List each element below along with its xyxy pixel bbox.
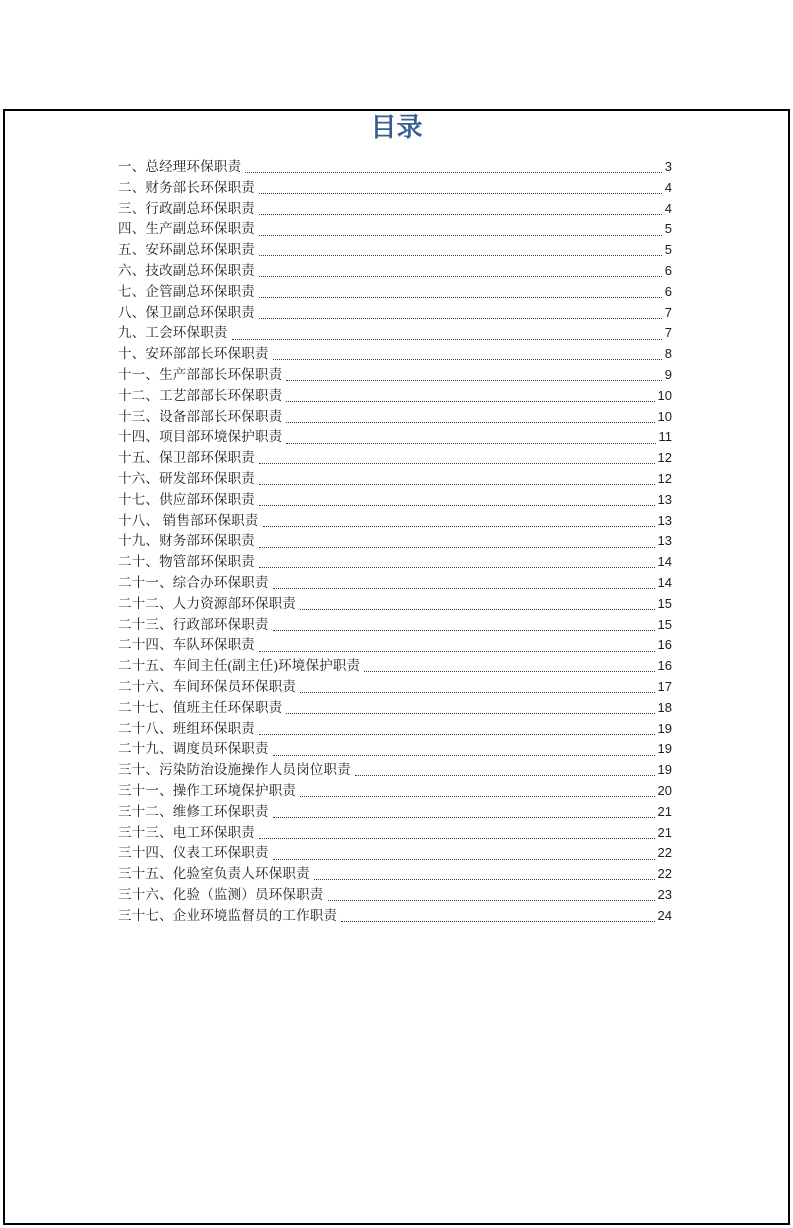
toc-leader-dots [300, 692, 654, 693]
toc-entry[interactable] [118, 594, 672, 615]
toc-entry[interactable] [118, 656, 672, 677]
toc-entry[interactable] [118, 843, 672, 864]
toc-leader-dots [286, 422, 654, 423]
toc-entry[interactable] [118, 719, 672, 740]
toc-entry[interactable] [118, 448, 672, 469]
toc-entry[interactable] [118, 781, 672, 802]
toc-entry[interactable] [118, 219, 672, 240]
toc-entry[interactable] [118, 698, 672, 719]
toc-entry[interactable] [118, 407, 672, 428]
toc-entry-label: 十四、项目部环境保护职责 [118, 429, 283, 445]
toc-entry-page: 12 [657, 450, 672, 466]
toc-entry-label: 三十四、仪表工环保职责 [118, 845, 269, 861]
toc-entry[interactable] [118, 157, 672, 178]
toc-entry[interactable] [118, 615, 672, 636]
toc-leader-dots [259, 235, 662, 236]
toc-entry[interactable] [118, 323, 672, 344]
toc-entry-label: 二十九、调度员环保职责 [118, 741, 269, 757]
toc-leader-dots [328, 900, 655, 901]
toc-leader-dots [259, 734, 655, 735]
toc-entry-page: 11 [658, 429, 672, 445]
toc-entry-page: 22 [657, 866, 672, 882]
toc-leader-dots [259, 255, 662, 256]
toc-list [118, 157, 672, 926]
toc-entry[interactable] [118, 282, 672, 303]
toc-entry-page: 21 [657, 803, 672, 819]
toc-entry-page: 13 [657, 533, 672, 549]
toc-leader-dots [232, 339, 662, 340]
toc-entry-label: 三十三、电工环保职责 [118, 824, 255, 840]
toc-entry[interactable] [118, 344, 672, 365]
toc-entry[interactable] [118, 531, 672, 552]
toc-entry-label: 三十六、化验（监测）员环保职责 [118, 886, 324, 902]
toc-entry-label: 二十四、车队环保职责 [118, 637, 255, 653]
toc-entry[interactable] [118, 635, 672, 656]
toc-leader-dots [273, 859, 655, 860]
toc-entry-label: 八、保卫副总环保职责 [118, 304, 255, 320]
toc-entry-label: 三十五、化验室负责人环保职责 [118, 866, 310, 882]
toc-entry-page: 3 [664, 159, 672, 174]
toc-leader-dots [259, 318, 662, 319]
toc-entry-label: 十六、研发部环保职责 [118, 470, 255, 486]
toc-leader-dots [286, 401, 654, 402]
toc-leader-dots [259, 838, 655, 839]
toc-entry-label: 二十三、行政部环保职责 [118, 616, 269, 632]
toc-leader-dots [259, 214, 662, 215]
toc-entry-label: 二十八、班组环保职责 [118, 720, 255, 736]
toc-entry[interactable] [118, 199, 672, 220]
toc-entry-label: 三十七、企业环境监督员的工作职责 [118, 907, 338, 923]
toc-entry[interactable] [118, 178, 672, 199]
toc-entry-page: 14 [657, 554, 672, 570]
toc-entry-page: 10 [657, 408, 672, 424]
toc-entry[interactable] [118, 365, 672, 386]
toc-entry-page: 8 [664, 346, 672, 362]
toc-entry[interactable] [118, 802, 672, 823]
toc-entry[interactable] [118, 573, 672, 594]
toc-leader-dots [245, 172, 661, 173]
toc-entry-page: 21 [657, 824, 672, 840]
toc-entry-label: 三十、污染防治设施操作人员岗位职责 [118, 762, 351, 778]
toc-entry-label: 二、财务部长环保职责 [118, 179, 255, 195]
toc-entry-page: 24 [657, 907, 672, 923]
toc-entry-label: 十三、设备部部长环保职责 [118, 408, 283, 424]
toc-entry[interactable] [118, 386, 672, 407]
toc-entry[interactable] [118, 823, 672, 844]
toc-leader-dots [273, 817, 655, 818]
toc-entry-label: 十九、财务部环保职责 [118, 533, 255, 549]
toc-entry[interactable] [118, 303, 672, 324]
toc-entry-page: 10 [657, 387, 672, 403]
toc-entry-page: 13 [657, 512, 672, 528]
toc-entry-page: 18 [657, 699, 672, 715]
toc-entry[interactable] [118, 677, 672, 698]
toc-leader-dots [273, 630, 655, 631]
toc-entry-label: 四、生产副总环保职责 [118, 221, 255, 237]
toc-entry-page: 22 [657, 845, 672, 861]
toc-entry-label: 十七、供应部环保职责 [118, 491, 255, 507]
toc-entry-label: 六、技改副总环保职责 [118, 262, 255, 278]
toc-entry-label: 二十五、车间主任(副主任)环境保护职责 [118, 658, 361, 674]
toc-entry-page: 6 [664, 283, 672, 299]
toc-leader-dots [273, 755, 655, 756]
toc-entry-label: 十五、保卫部环保职责 [118, 450, 255, 466]
toc-leader-dots [364, 671, 654, 672]
toc-entry-page: 12 [657, 470, 672, 486]
toc-entry-label: 二十七、值班主任环保职责 [118, 699, 283, 715]
toc-entry-label: 三十二、维修工环保职责 [118, 803, 269, 819]
toc-entry-page: 16 [657, 658, 672, 674]
toc-entry-page: 20 [657, 782, 672, 798]
toc-entry-page: 4 [664, 179, 672, 195]
toc-leader-dots [355, 775, 655, 776]
toc-entry[interactable] [118, 885, 672, 906]
toc-leader-dots [286, 443, 655, 444]
toc-entry-page: 6 [664, 262, 672, 278]
toc-entry-page: 23 [657, 886, 672, 902]
toc-entry-label: 二十二、人力资源部环保职责 [118, 595, 297, 611]
toc-entry-page: 4 [664, 200, 672, 216]
toc-entry-label: 三、行政副总环保职责 [118, 200, 255, 216]
toc-entry-page: 7 [664, 304, 672, 320]
toc-leader-dots [259, 193, 662, 194]
toc-leader-dots [259, 463, 655, 464]
toc-entry[interactable] [118, 261, 672, 282]
toc-entry[interactable] [118, 490, 672, 511]
toc-entry[interactable] [118, 427, 672, 448]
toc-leader-dots [259, 276, 662, 277]
toc-entry-page: 7 [664, 325, 672, 341]
toc-entry-page: 14 [657, 574, 672, 590]
toc-entry-label: 十八、 销售部环保职责 [118, 512, 259, 528]
toc-entry-page: 5 [664, 242, 672, 258]
toc-entry-label: 二十一、综合办环保职责 [118, 574, 269, 590]
toc-leader-dots [314, 879, 655, 880]
toc-entry-page: 9 [664, 366, 672, 382]
toc-entry[interactable] [118, 760, 672, 781]
toc-entry-label: 二十六、车间环保员环保职责 [118, 678, 297, 694]
toc-entry-page: 19 [657, 741, 672, 757]
toc-entry[interactable] [118, 739, 672, 760]
toc-leader-dots [341, 921, 654, 922]
toc-leader-dots [259, 547, 655, 548]
toc-entry[interactable] [118, 469, 672, 490]
toc-leader-dots [273, 588, 655, 589]
toc-leader-dots [300, 796, 654, 797]
toc-entry-page: 19 [657, 720, 672, 736]
toc-entry-page: 19 [657, 762, 672, 778]
toc-entry[interactable] [118, 511, 672, 532]
toc-leader-dots [263, 526, 655, 527]
toc-entry-label: 十二、工艺部部长环保职责 [118, 387, 283, 403]
toc-leader-dots [259, 651, 655, 652]
toc-entry-label: 十、安环部部长环保职责 [118, 346, 269, 362]
toc-leader-dots [273, 359, 662, 360]
toc-leader-dots [259, 505, 655, 506]
toc-entry[interactable] [118, 240, 672, 261]
toc-leader-dots [300, 609, 654, 610]
toc-entry-page: 16 [657, 637, 672, 653]
toc-entry[interactable] [118, 906, 672, 927]
toc-entry-page: 13 [657, 491, 672, 507]
toc-leader-dots [259, 297, 662, 298]
toc-entry[interactable] [118, 552, 672, 573]
toc-entry-label: 二十、物管部环保职责 [118, 554, 255, 570]
toc-leader-dots [286, 713, 654, 714]
doc-title: 目录 [370, 113, 423, 142]
toc-leader-dots [259, 484, 655, 485]
toc-leader-dots [286, 380, 661, 381]
toc-entry-label: 九、工会环保职责 [118, 325, 228, 341]
toc-entry-label: 五、安环副总环保职责 [118, 242, 255, 258]
toc-leader-dots [259, 567, 655, 568]
toc-entry-page: 5 [664, 221, 672, 237]
toc-entry-page: 15 [657, 616, 672, 632]
toc-entry-page: 17 [657, 678, 672, 694]
toc-entry[interactable] [118, 864, 672, 885]
toc-entry-label: 三十一、操作工环境保护职责 [118, 782, 297, 798]
toc-entry-label: 一、总经理环保职责 [118, 159, 242, 174]
toc-entry-label: 七、企管副总环保职责 [118, 283, 255, 299]
toc-entry-label: 十一、生产部部长环保职责 [118, 366, 283, 382]
toc-entry-page: 15 [657, 595, 672, 611]
